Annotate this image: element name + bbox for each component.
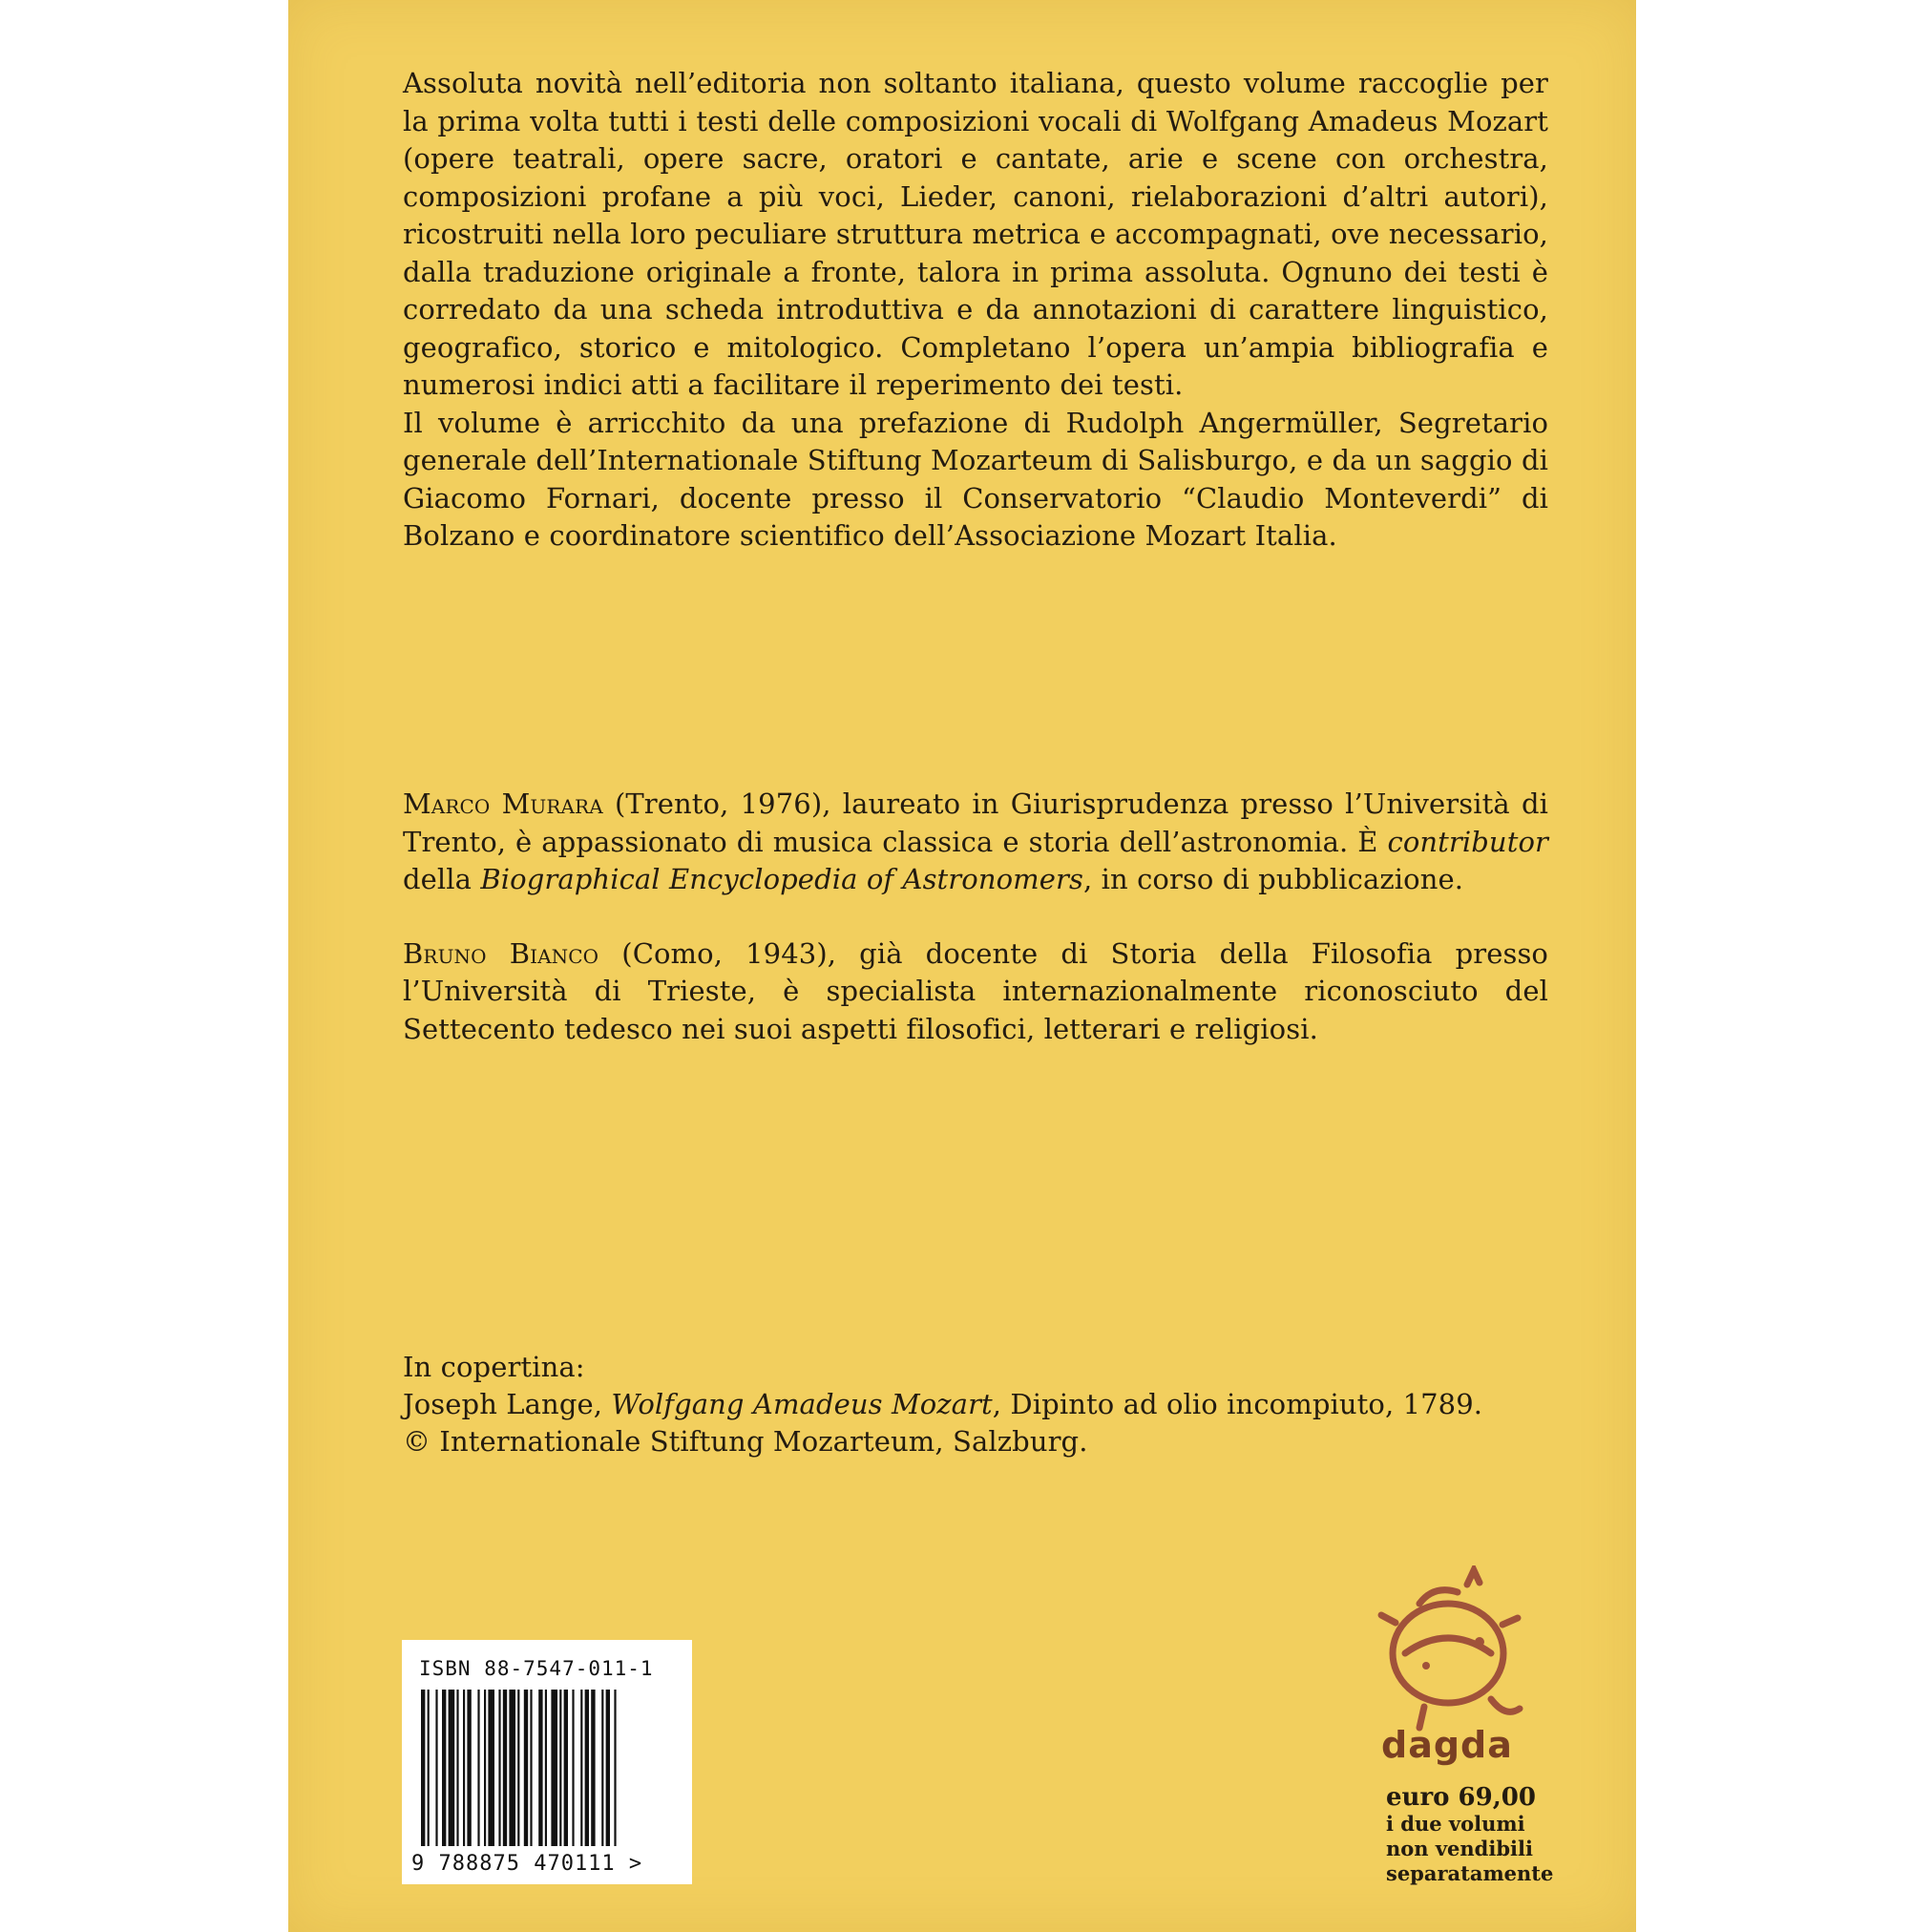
bio-murara	[403, 786, 1548, 899]
barcode-icon	[419, 1690, 677, 1846]
publisher-logo-icon	[1367, 1565, 1529, 1747]
price-note-2: non vendibili	[1386, 1837, 1533, 1860]
author-bios	[403, 786, 1548, 1048]
isbn-text: ISBN 88-7547-011-1	[419, 1657, 654, 1680]
summary-paragraph-2: Il volume è arricchito da una prefazione di Rudolph Angermüller, Segretario generale dell’Internationale Stiftung Mozarteum di Salisburgo, e da un saggio di Giacomo Fornari, docente presso il Conservatorio “Claudio Monteverdi” di Bolzano e coordinatore scientifico dell’Associazione Mozart Italia.	[403, 406, 1548, 552]
price-note-3: separatamente	[1386, 1861, 1554, 1885]
bio-murara-italic-1: contributor	[1387, 825, 1548, 858]
bio-murara-mid: della	[403, 863, 481, 895]
author-name-murara: Marco Murara	[403, 788, 603, 820]
author-name-bianco: Bruno Bianco	[403, 936, 599, 970]
bio-murara-end: , in corso di pubblicazione.	[1082, 863, 1464, 895]
summary-paragraph-1: Assoluta novità nell’editoria non soltanto italiana, questo volume raccoglie per la prima volta tutti i testi delle composizioni vocali di Wolfgang Amadeus Mozart (opere teatrali, opere sacre, oratori e cantate, arie e scene con orchestra, composizioni profane a più voci, Lieder, canoni, rielaborazioni d’altri autori), ricostruiti nella loro peculiare struttura metrica e accompagnati, ove necessario, dalla traduzione originale a fronte, talora in prima assoluta. Ognuno dei testi è corredato da una scheda introduttiva e da annotazioni di carattere linguistico, geografico, storico e mitologico. Completano l’opera un’ampia bibliografia e numerosi indici atti a facilitare il reperimento dei testi.	[403, 67, 1548, 401]
credits-line	[403, 1386, 1548, 1423]
credits-work: Wolfgang Amadeus Mozart	[611, 1388, 993, 1420]
credits-details: , Dipinto ad olio incompiuto, 1789.	[992, 1388, 1483, 1420]
back-cover	[288, 0, 1636, 1932]
price-block	[1386, 1783, 1553, 1886]
price-note-1: i due volumi	[1386, 1812, 1525, 1836]
publisher-name: dagda	[1381, 1724, 1513, 1766]
price: euro 69,00	[1386, 1783, 1536, 1812]
barcode-panel	[402, 1640, 692, 1884]
credits-artist: Joseph Lange,	[403, 1388, 612, 1420]
credits-copyright: © Internationale Stiftung Mozarteum, Salzburg.	[403, 1425, 1088, 1458]
credits-heading: In copertina:	[403, 1351, 585, 1383]
bio-bianco-text: (Como, 1943), già docente di Storia della Filosofia presso l’Università di Trieste, è specialista internazionalmente riconosciuto del Settecento tedesco nei suoi aspetti filosofici, letterari e religiosi.	[403, 936, 1548, 1045]
bio-bianco	[403, 935, 1548, 1049]
bio-murara-text: (Trento, 1976), laureato in Giurisprudenza presso l’Università di Trento, è appassionato di musica classica e storia dell’astronomia. È	[403, 788, 1548, 858]
ean-text: 9 788875 470111 >	[411, 1852, 643, 1876]
cover-credits	[403, 1349, 1548, 1460]
bio-murara-italic-2: Biographical Encyclopedia of Astronomers	[480, 863, 1083, 895]
book-summary	[403, 65, 1548, 556]
